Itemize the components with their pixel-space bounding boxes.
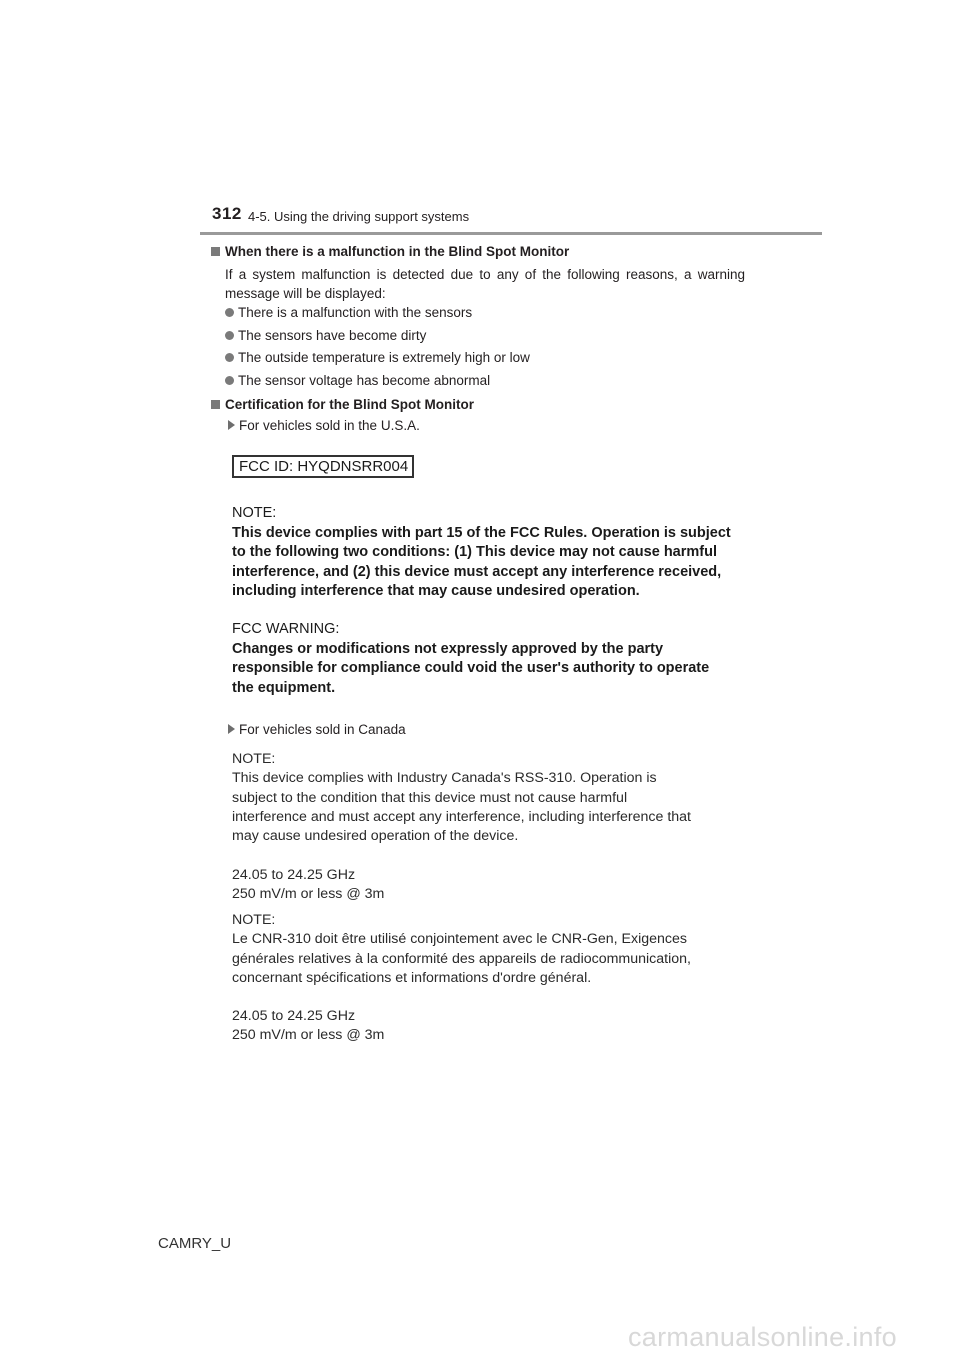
field-strength: 250 mV/m or less @ 3m	[232, 886, 385, 903]
frequency-range: 24.05 to 24.25 GHz	[232, 867, 356, 883]
fcc-note-line: This device complies with part 15 of the FCC Rules. Operation is subject	[232, 524, 731, 541]
fcc-warning-line: Changes or modifications not expressly approved by the party	[232, 640, 664, 657]
fcc-note-block	[232, 504, 752, 602]
canada-en-title: NOTE:	[232, 751, 276, 767]
canada-fr-note	[232, 911, 752, 988]
fcc-warning-line: the equipment.	[232, 679, 336, 696]
section-title: 4-5. Using the driving support systems	[248, 209, 470, 224]
canada-en-line: This device complies with Industry Canada's RSS-310. Operation is	[232, 770, 657, 787]
list-item: The sensor voltage has become abnormal	[225, 373, 490, 388]
canada-en-note	[232, 750, 752, 846]
circle-bullet-icon	[225, 353, 234, 362]
footer-model: CAMRY_U	[158, 1235, 232, 1252]
square-bullet-icon	[211, 400, 220, 409]
watermark: carmanualsonline.info	[628, 1322, 897, 1352]
fcc-warning-block	[232, 620, 752, 698]
arrow-right-icon	[228, 724, 235, 734]
canada-fr-title: NOTE:	[232, 912, 276, 928]
fcc-note-line: including interference that may cause undesired operation.	[232, 583, 640, 599]
canada-en-line: interference and must accept any interference, including interference that	[232, 808, 691, 825]
usa-subheading: For vehicles sold in the U.S.A.	[228, 418, 420, 433]
fcc-warning-line: responsible for compliance could void the user's authority to operate	[232, 660, 710, 676]
fcc-note-line: to the following two conditions: (1) This device may not cause harmful	[232, 544, 717, 560]
fcc-note-line: interference, and (2) this device must accept any interference received,	[232, 563, 722, 580]
canada-fr-spec	[232, 1007, 752, 1046]
canada-en-line: may cause undesired operation of the device.	[232, 828, 519, 845]
circle-bullet-icon	[225, 331, 234, 340]
canada-subheading: For vehicles sold in Canada	[228, 722, 406, 737]
fcc-note-title: NOTE:	[232, 505, 277, 521]
frequency-range: 24.05 to 24.25 GHz	[232, 1008, 356, 1024]
list-item: The sensors have become dirty	[225, 328, 426, 343]
malfunction-intro: If a system malfunction is detected due to any of the following reasons, a warning message will be displayed:	[225, 267, 745, 301]
square-bullet-icon	[211, 247, 220, 256]
fcc-warning-title: FCC WARNING:	[232, 621, 340, 637]
page-number: 312	[212, 204, 242, 223]
canada-fr-line: concernant spécifications et informations d'ordre général.	[232, 969, 592, 986]
list-item: The outside temperature is extremely high or low	[225, 350, 530, 365]
list-item: There is a malfunction with the sensors	[225, 305, 472, 320]
fcc-id-label: FCC ID: HYQDNSRR004	[232, 455, 414, 478]
canada-en-line: subject to the condition that this device must not cause harmful	[232, 789, 628, 806]
certification-heading: Certification for the Blind Spot Monitor	[211, 397, 474, 412]
circle-bullet-icon	[225, 308, 234, 317]
canada-fr-line: Le CNR-310 doit être utilisé conjointement avec le CNR-Gen, Exigences	[232, 931, 688, 948]
canada-fr-line: générales relatives à la conformité des appareils de radiocommunication,	[232, 950, 691, 967]
canada-en-spec	[232, 866, 752, 905]
malfunction-heading: When there is a malfunction in the Blind Spot Monitor	[211, 244, 569, 259]
field-strength: 250 mV/m or less @ 3m	[232, 1027, 385, 1044]
circle-bullet-icon	[225, 376, 234, 385]
header-rule	[200, 232, 822, 235]
arrow-right-icon	[228, 420, 235, 430]
